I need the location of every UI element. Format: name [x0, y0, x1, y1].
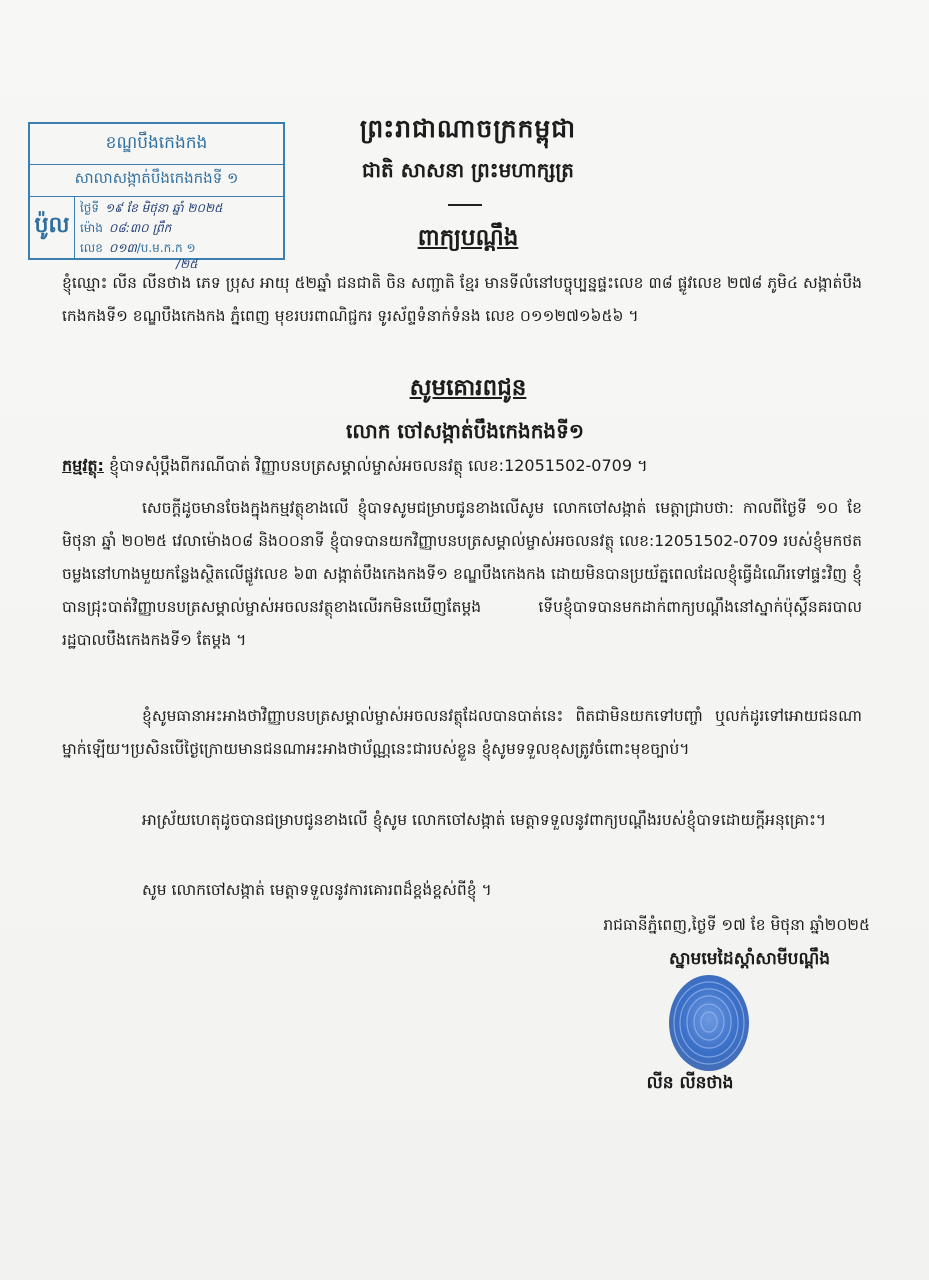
stamp-date-label: ថ្ងៃទី	[80, 201, 100, 215]
stamp-date-value: ១៩ ខែ មិថុនា ឆ្នាំ ២០២៥	[105, 201, 223, 215]
stamp-number-label: លេខ	[80, 241, 103, 255]
stamp-office-line: ខណ្ឌបឹងកេងកង	[30, 124, 283, 165]
subject-label: កម្មវត្ថុ:	[62, 456, 104, 475]
thumbprint-image	[664, 972, 754, 1074]
stamp-date-row	[80, 200, 277, 220]
body-paragraph-1: សេចក្តីដូចមានចែងក្នុងកម្មវត្ថុខាងលើ ខ្ញុំបាទសូមជម្រាបជូនខាងលើសូម លោកចៅសង្កាត់ មេត្តាជ្រាបថា: កាលពីថ្ងៃទី ១០ ខែ មិថុនា ឆ្នាំ ២០២៥ វេលាម៉ោង០៨ និង០០នាទី ខ្ញុំបាទបានយកវិញ្ញាបនបត្រសម្គាល់ម្ចាស់អចលនវត្ថុ លេខ:12051502-0709 របស់ខ្ញុំមកថតចម្លងនៅហាងមួយកន្លែងស្ថិតលើផ្លូវលេខ ៦៣ សង្កាត់បឹងកេងកងទី១ ខណ្ឌបឹងកេងកង ដោយមិនបានប្រយ័ត្នពេលដែលខ្ញុំធ្វើដំណើរទៅផ្ទះវិញ ខ្ញុំបានជ្រុះបាត់វិញ្ញាបនបត្រសម្គាល់ម្ចាស់អចលនវត្ថុខាងលើរកមិនឃើញតែម្តង ទើបខ្ញុំបាទបានមកដាក់ពាក្យបណ្តឹងនៅស្នាក់ប៉ុស្តិ៍នគរបាលរដ្ឋបាលបឹងកេងកងទី១ តែម្តង ។	[62, 499, 862, 649]
subject-line	[62, 450, 882, 482]
intro-paragraph: ខ្ញុំឈ្មោះ លីន លីនថាង ភេទ ប្រុស អាយុ ៥២ឆ្នាំ ជនជាតិ ចិន សញ្ជាតិ ខ្មែរ មានទីលំនៅបច្ចុប្បន្នផ្ទះលេខ ៣៨ ផ្លូវលេខ ២៧៨ ភូមិ៤ សង្កាត់បឹងកេងកងទី១ ខណ្ឌបឹងកេងកង ភ្នំពេញ មុខរបរពាណិជ្ជករ ទូរស័ព្ទទំនាក់ទំនង លេខ ០១១២៧១៦៥៦ ។	[62, 274, 862, 325]
request-heading: សូមគោរពជូន	[409, 375, 527, 401]
thumbprint-label: ស្នាមមេដៃស្តាំសាមីបណ្តឹង	[668, 949, 830, 969]
stamp-time-row	[80, 220, 277, 240]
body-paragraph-2: ខ្ញុំសូមធានាអះអាងថាវិញ្ញាបនបត្រសម្គាល់ម្ចាស់អចលនវត្ថុដែលបានបាត់នេះ ពិតជាមិនយកទៅបញ្ចាំ ឬលក់ដូរទៅអោយជនណាម្នាក់ឡើយ។ប្រសិនបើថ្ងៃក្រោយមានជនណាអះអាងថាប័ណ្ណនេះជារបស់ខ្លួន ខ្ញុំសូមទទួលខុសត្រូវចំពោះមុខច្បាប់។	[62, 707, 862, 758]
kingdom-heading: ព្រះរាជាណាចក្រកម្ពុជា	[359, 114, 577, 143]
body-paragraph-3: អាស្រ័យហេតុដូចបានជម្រាបជូនខាងលើ ខ្ញុំសូម លោកចៅសង្កាត់ មេត្តាទទួលនូវពាក្យបណ្តឹងរបស់ខ្ញុំបាទដោយក្តីអនុគ្រោះ។	[142, 811, 827, 829]
recipient-line: លោក ចៅសង្កាត់បឹងកេងកងទី១	[346, 419, 584, 443]
receipt-stamp	[28, 122, 285, 260]
subject-text: ខ្ញុំបាទសុំប្ដឹងពីករណីបាត់ វិញ្ញាបនបត្រសម្គាល់ម្ចាស់អចលនវត្ថុ លេខ:12051502-0709 ។	[109, 456, 648, 475]
stamp-handwritten-note: /២៥	[176, 257, 198, 271]
stamp-number-suffix: /ប.ម.ក.ក ១	[136, 241, 196, 255]
stamp-time-label: ម៉ោង	[80, 221, 103, 235]
stamp-admin-line: សាលាសង្កាត់បឹងកេងកងទី ១	[30, 164, 283, 197]
national-motto: ជាតិ សាសនា ព្រះមហាក្សត្រ	[362, 158, 574, 182]
stamp-number-value: ០១៣	[108, 241, 137, 255]
body-paragraph-4: សូម លោកចៅសង្កាត់ មេត្តាទទួលនូវការគោរពដ៏ខ្ពង់ខ្ពស់ពីខ្ញុំ ។	[142, 881, 492, 899]
document-title: ពាក្យបណ្ដឹង	[417, 225, 519, 251]
place-date-line: រាជធានីភ្នំពេញ,ថ្ងៃទី ១៧ ខែ មិថុនា ឆ្នាំ២០២៥	[603, 916, 870, 934]
header-divider	[448, 204, 482, 206]
signer-name: លីន លីនថាង	[646, 1073, 734, 1093]
stamp-time-value: ០៨:៣០ ព្រឹក	[108, 221, 172, 235]
stamp-side-label: ប៉ូល	[30, 196, 75, 258]
